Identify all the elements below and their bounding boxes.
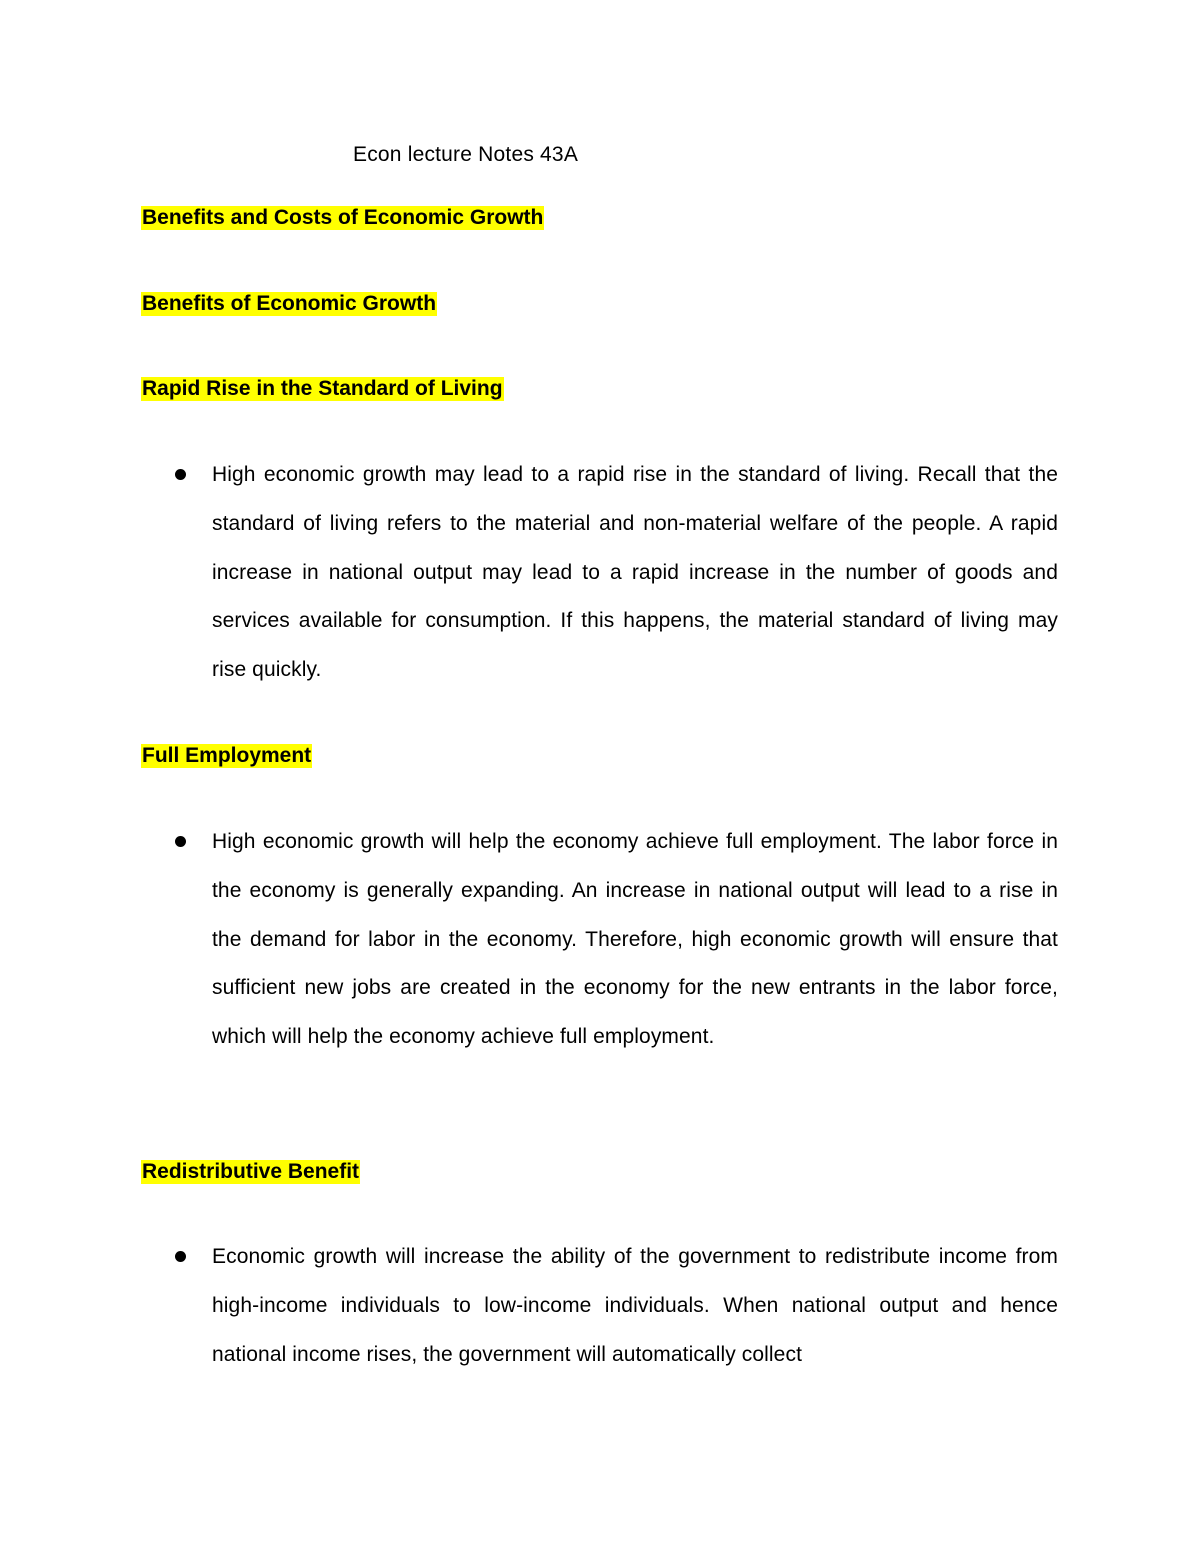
section-heading-benefits <box>141 289 437 319</box>
section-heading-redistributive-benefit <box>141 1157 360 1187</box>
section-heading-standard-of-living <box>141 374 504 404</box>
section-heading-benefits-and-costs <box>141 203 544 233</box>
bullet-paragraph: High economic growth may lead to a rapid rise in the standard of living. Recall that the standard of living refers to the material and non-material welfare of the people. A rapid increase in national output may lead to a rapid increase in the number of goods and services available for consumption. If this happens, the material standard of living may rise quickly. <box>212 463 1058 682</box>
highlighted-heading-text: Benefits of Economic Growth <box>142 292 437 315</box>
highlighted-heading-text: Rapid Rise in the Standard of Living <box>142 377 503 400</box>
bullet-item-standard-of-living <box>162 451 1058 695</box>
bullet-icon <box>175 1251 186 1262</box>
bullet-icon <box>175 469 186 480</box>
bullet-item-full-employment <box>162 818 1058 1062</box>
bullet-item-redistributive-benefit <box>162 1233 1058 1379</box>
bullet-paragraph: Economic growth will increase the ability of the government to redistribute income from high-income individuals to low-income individuals. When national output and hence national income rises, the government will automatically collect <box>212 1245 1058 1366</box>
highlighted-heading-text: Full Employment <box>142 744 312 767</box>
bullet-icon <box>175 836 186 847</box>
bullet-paragraph: High economic growth will help the economy achieve full employment. The labor force in the economy is generally expanding. An increase in national output will lead to a rise in the demand for labor in the economy. Therefore, high economic growth will ensure that sufficient new jobs are created in the economy for the new entrants in the labor force, which will help the economy achieve full employment. <box>212 830 1058 1049</box>
document-title: Econ lecture Notes 43A <box>353 143 579 166</box>
highlighted-heading-text: Redistributive Benefit <box>142 1160 360 1183</box>
section-heading-full-employment <box>141 741 312 771</box>
highlighted-heading-text: Benefits and Costs of Economic Growth <box>142 206 544 229</box>
